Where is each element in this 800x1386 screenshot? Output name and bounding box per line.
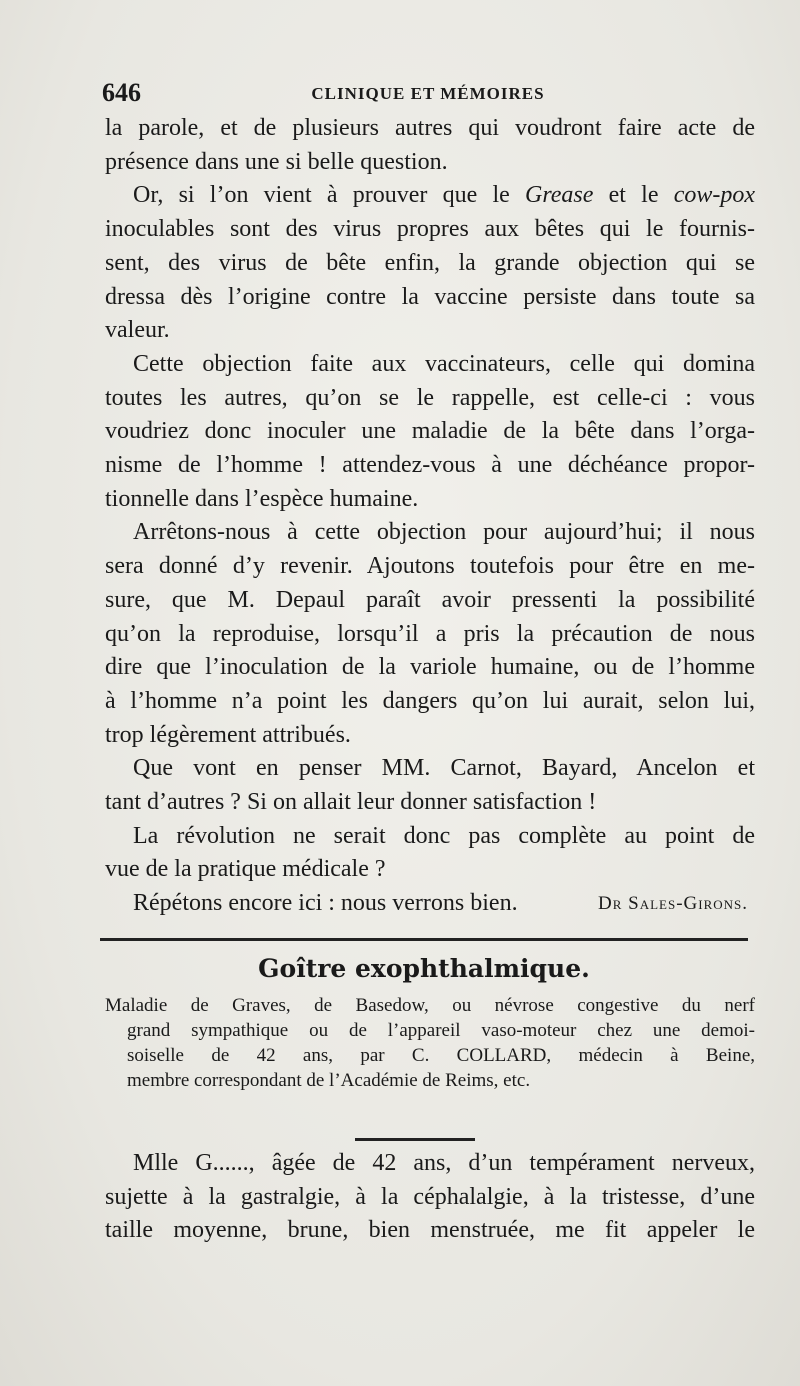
text-line: Répétons encore ici : nous verrons bien. [133, 890, 518, 917]
text-line: Cette objection faite aux vaccinateurs, celle qui domina [133, 350, 755, 377]
text-line: sujette à la gastralgie, à la céphalalgie, à la tristesse, d’une [105, 1183, 755, 1210]
article-body [105, 112, 755, 921]
text-line: sera donné d’y revenir. Ajoutons toutefois pour être en me- [105, 553, 755, 580]
abstract-line: Maladie de Graves, de Basedow, ou névrose congestive du nerf [105, 995, 755, 1016]
case-report-body [105, 1147, 755, 1248]
page-header [102, 78, 754, 112]
text-line: sure, que M. Depaul paraît avoir pressenti la possibilité [105, 586, 755, 613]
abstract-line: soiselle de 42 ans, par C. COLLARD, médecin à Beine, [127, 1045, 755, 1066]
section-divider [100, 938, 748, 941]
text-line: tant d’autres ? Si on allait leur donner satisfaction ! [105, 789, 597, 816]
short-divider [355, 1138, 475, 1141]
text-line: vue de la pratique médicale ? [105, 856, 386, 883]
article-abstract [105, 993, 755, 1093]
text-line: tionnelle dans l’espèce humaine. [105, 485, 419, 512]
text-line: la parole, et de plusieurs autres qui voudront faire acte de [105, 115, 755, 141]
italic-term: Grease [524, 182, 594, 209]
text-line: toutes les autres, qu’on se le rappelle, est celle-ci : vous [105, 384, 755, 411]
text-line: qu’on la reproduise, lorsqu’il a pris la précaution de nous [105, 620, 755, 647]
text-line: sent, des virus de bête enfin, la grande objection qui se [105, 249, 755, 276]
text-line: présence dans une si belle question. [105, 148, 448, 175]
section-title: Goître exophthalmique. [258, 954, 590, 983]
italic-term: cow-pox [673, 182, 756, 209]
text-fragment: et le [593, 182, 674, 209]
abstract-line: membre correspondant de l’Académie de Reims, etc. [127, 1070, 531, 1091]
text-fragment: Or, si l’on vient à prouver que le [133, 182, 525, 209]
text-line: Que vont en penser MM. Carnot, Bayard, Ancelon et [133, 755, 755, 782]
text-line: nisme de l’homme ! attendez-vous à une déchéance propor- [105, 452, 755, 479]
text-line: à l’homme n’a point les dangers qu’on lui aurait, selon lui, [105, 687, 755, 714]
text-line: trop légèrement attribués. [105, 721, 351, 748]
text-line: dire que l’inoculation de la variole humaine, ou de l’homme [105, 654, 755, 681]
text-line: taille moyenne, brune, bien menstruée, me fit appeler le [105, 1217, 755, 1244]
text-line: La révolution ne serait donc pas complète au point de [133, 822, 755, 849]
text-line [105, 179, 755, 213]
author-signature: Dr Sales-Girons. [597, 893, 748, 914]
text-line: voudriez donc inoculer une maladie de la bête dans l’orga- [105, 418, 755, 445]
text-line: Mlle G......, âgée de 42 ans, d’un tempérament nerveux, [133, 1150, 755, 1176]
abstract-line: grand sympathique ou de l’appareil vaso-moteur chez une demoi- [127, 1020, 755, 1041]
text-line: dressa dès l’origine contre la vaccine persiste dans toute sa [105, 283, 755, 310]
running-head: CLINIQUE ET MÉMOIRES [311, 84, 545, 103]
text-line: valeur. [105, 317, 170, 344]
text-line: inoculables sont des virus propres aux bêtes qui le fournis- [105, 216, 755, 243]
page-number: 646 [102, 78, 141, 107]
text-line: Arrêtons-nous à cette objection pour aujourd’hui; il nous [133, 519, 755, 546]
